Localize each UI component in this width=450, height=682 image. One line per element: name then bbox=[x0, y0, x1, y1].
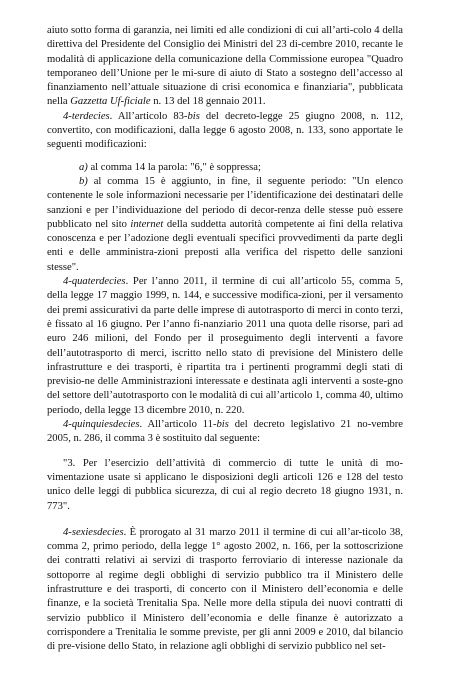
text-run: al comma 14 la parola: "6," è soppressa; bbox=[87, 161, 261, 173]
list-item-b bbox=[47, 175, 403, 275]
paragraph-4-sexiesdecies bbox=[47, 526, 403, 655]
text-run: . Per l’anno 2011, il termine di cui all’articolo 55, comma 5, della legge 17 maggio 1999, n. 144, e successive modifica-zioni, per il versamento dei premi assicurativi da parte delle imprese di autotrasporto di merci in conto terzi, è fissato al 16 giugno. Per l’anno fi-nanziario 2011 una quota delle risorse, pari ad euro 246 milioni, del Fondo per il proseguimento degli interventi a favore dell’autotrasporto di merci, iscritto nello stato di previsione del Ministero delle infrastrutture e dei trasporti, è ripartita tra i pertinenti programmi degli stati di previsio-ne delle Amministrazioni interessate e destinata agli interventi a soste-gno del settore dell’autotrasporto con le modalità di cui all’articolo 1, comma 40, ultimo periodo, della legge 13 dicembre 2010, n. 220. bbox=[47, 276, 403, 416]
text-run: della suddetta autorità competente ai fini della relativa conoscenza e per l’adozione degli eventuali specifici provvedimenti da parte degli enti e delle amministra-zioni preposti alla verifica del rispetto delle sanzioni stesse". bbox=[47, 218, 403, 273]
text-run: . È prorogato al 31 marzo 2011 il termine di cui all’ar-ticolo 38, comma 2, primo periodo, della legge 1° agosto 2002, n. 166, per la sottoscrizione dei contratti relativi ai servizi di trasporto ferroviario di interesse nazionale da sottoporre al regime degli obblighi di servizio pubblico tra il Ministero delle infrastrutture e dei trasporti, di concerto con il Ministero dell’economia e delle finanze, e la società Trenitalia Spa. Nelle more della stipula dei nuovi contratti di servizio pubblico il Ministero dell’economia e delle finanze è autorizzato a corrispondere a Trenitalia le somme previste, per gli anni 2009 e 2010, dal bilancio di pre-visione dello Stato, in relazione agli obblighi di servizio pubblico nel set- bbox=[47, 526, 403, 653]
quoted-comma-3 bbox=[47, 457, 403, 514]
text-run: del decreto legislativo 21 no-vembre 2005, n. 286, il comma 3 è sostituito dal seguente: bbox=[47, 419, 403, 445]
text-run: "3. Per l’esercizio dell’attività di commercio di tutte le unità di mo-vimentazione usate si applicano le disposizioni degli articoli 126 e 128 del testo unico delle leggi di pubblica sicurezza, di cui al regio decreto 18 giugno 1931, n. 773". bbox=[47, 457, 403, 512]
italic-run: 4-sexiesdecies bbox=[63, 526, 124, 538]
italic-run: bis bbox=[187, 110, 200, 122]
list-item-a bbox=[47, 161, 403, 175]
paragraph-4-terdecies bbox=[47, 110, 403, 153]
document-page bbox=[47, 24, 403, 654]
italic-run: a) bbox=[79, 161, 88, 173]
text-run: al comma 15 è aggiunto, in fine, il seguente periodo: "Un elenco contenente le sole informazioni necessarie per l’identificazione dei destinatari delle sanzioni e per l’individuazione del periodo di decor-renza delle stesse può essere pubblicato nel sito bbox=[47, 175, 403, 230]
text-run: del decreto-legge 25 giugno 2008, n. 112, convertito, con modificazioni, dalla legge 6 agosto 2008, n. 133, sono apportate le seguenti modificazioni: bbox=[47, 110, 403, 151]
text-run: aiuto sotto forma di garanzia, nei limiti ed alle condizioni di cui all’arti-colo 4 della direttiva del Presidente del Consiglio dei Ministri del 23 di-cembre 2010, recante le modalità di applicazione della comunicazione della Commissione europea "Quadro temporaneo dell’Unione per le mi-sure di aiuto di Stato a sostegno dell’accesso al finanziamento nell’attuale situazione di crisi economica e finanziaria", pubblicata nella bbox=[47, 25, 403, 108]
italic-run: internet bbox=[130, 218, 164, 230]
paragraph-continuation bbox=[47, 24, 403, 110]
text-run: . All’articolo 83- bbox=[109, 110, 188, 122]
italic-run: b) bbox=[79, 175, 88, 187]
text-run: n. 13 del 18 gennaio 2011. bbox=[150, 96, 266, 108]
italic-run: bis bbox=[216, 419, 229, 431]
italic-run: 4-quinquiesdecies bbox=[63, 419, 140, 431]
text-run: . All’articolo 11- bbox=[139, 419, 217, 431]
italic-run: 4-quaterdecies bbox=[63, 276, 126, 288]
italic-run: Gazzetta Uf-ficiale bbox=[70, 96, 151, 108]
paragraph-4-quaterdecies bbox=[47, 275, 403, 418]
paragraph-4-quinquiesdecies bbox=[47, 418, 403, 447]
italic-run: 4-terdecies bbox=[63, 110, 110, 122]
